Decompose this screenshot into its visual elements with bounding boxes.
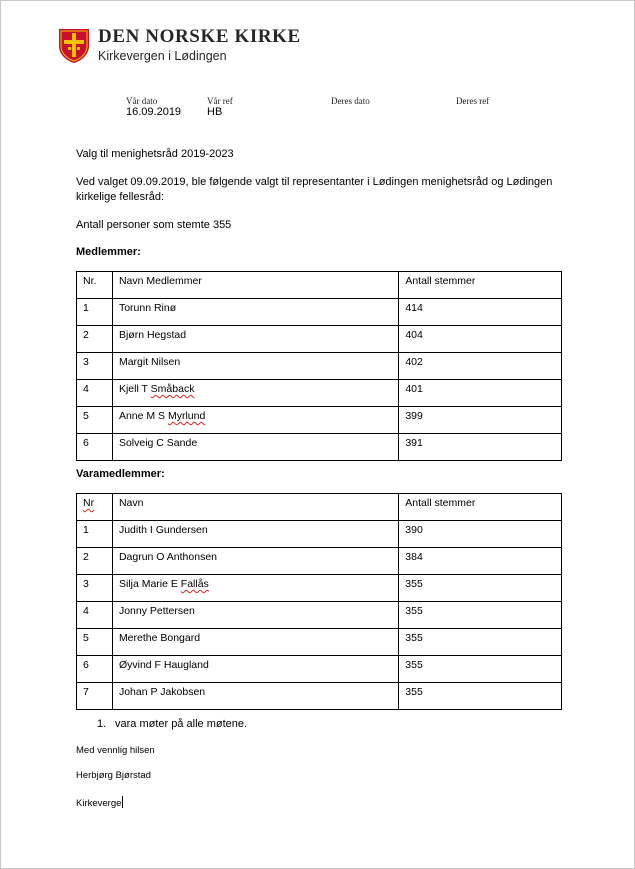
cell-name: Margit Nilsen (112, 353, 398, 380)
signer-title-line[interactable] (76, 796, 123, 809)
cell-nr: 6 (77, 656, 113, 683)
cell-votes: 355 (399, 683, 562, 710)
signer-name: Herbjørg Bjørstad (76, 770, 151, 781)
cell-votes: 355 (399, 575, 562, 602)
closing-text: Med vennlig hilsen (76, 745, 155, 756)
cell-name: Merethe Bongard (112, 629, 398, 656)
table-row (77, 683, 562, 710)
name-part: Silja Marie E (118, 578, 181, 590)
table-row (77, 326, 562, 353)
table-row (77, 434, 562, 461)
cell-votes: 404 (399, 326, 562, 353)
header-votes: Antall stemmer (399, 272, 562, 299)
cell-nr: 4 (77, 380, 113, 407)
org-name: DEN NORSKE KIRKE (98, 26, 301, 47)
header-name: Navn (112, 494, 398, 521)
header-nr: Nr (77, 494, 113, 521)
text-cursor (122, 796, 123, 808)
intro-line-1: Ved valget 09.09.2019, ble følgende valgt til representanter i Lødingen menighetsråd og Lødingen (76, 176, 553, 188)
cell-votes: 414 (399, 299, 562, 326)
misspelled-name-part: Småback (150, 383, 195, 395)
cell-votes: 384 (399, 548, 562, 575)
name-part: Kjell T (118, 383, 151, 395)
var-ref-value: HB (207, 106, 223, 118)
deputies-heading: Varamedlemmer: (76, 468, 165, 480)
cell-name: Solveig C Sande (112, 434, 398, 461)
voters-count: Antall personer som stemte 355 (76, 219, 232, 231)
misspelled-name-part: Fallås (180, 578, 209, 590)
cell-nr: 1 (77, 521, 113, 548)
deres-ref-label: Deres ref (456, 96, 490, 106)
deputies-table (76, 493, 562, 710)
var-dato-label: Vår dato (126, 96, 158, 106)
cell-name (112, 575, 398, 602)
cell-name: Bjørn Hegstad (112, 326, 398, 353)
org-subtitle: Kirkevergen i Lødingen (98, 49, 227, 63)
table-header-row (77, 494, 562, 521)
cell-votes: 355 (399, 602, 562, 629)
church-cross-shield-icon (58, 28, 90, 64)
cell-nr: 3 (77, 575, 113, 602)
document-title: Valg til menighetsråd 2019-2023 (76, 148, 234, 160)
table-row (77, 299, 562, 326)
table-row (77, 407, 562, 434)
members-heading: Medlemmer: (76, 246, 141, 258)
cell-votes: 402 (399, 353, 562, 380)
cell-nr: 5 (77, 629, 113, 656)
intro-line-2: kirkelige fellesråd: (76, 191, 165, 203)
cell-votes: 399 (399, 407, 562, 434)
header-name: Navn Medlemmer (112, 272, 398, 299)
table-header-row (77, 272, 562, 299)
cell-nr: 5 (77, 407, 113, 434)
misspelled-name-part: Myrlund (167, 410, 206, 422)
cell-nr: 6 (77, 434, 113, 461)
cell-nr: 7 (77, 683, 113, 710)
table-row (77, 548, 562, 575)
cell-votes: 355 (399, 656, 562, 683)
table-row (77, 575, 562, 602)
members-table (76, 271, 562, 461)
cell-votes: 401 (399, 380, 562, 407)
cell-name: Jonny Pettersen (112, 602, 398, 629)
signer-title: Kirkeverge (76, 798, 122, 809)
table-row (77, 353, 562, 380)
cell-nr: 1 (77, 299, 113, 326)
cell-name: Johan P Jakobsen (112, 683, 398, 710)
cell-votes: 355 (399, 629, 562, 656)
var-ref-label: Vår ref (207, 96, 233, 106)
cell-votes: 391 (399, 434, 562, 461)
note-text: vara møter på alle møtene. (115, 718, 248, 730)
cell-nr: 2 (77, 326, 113, 353)
cell-votes: 390 (399, 521, 562, 548)
cell-name: Judith I Gundersen (112, 521, 398, 548)
cell-name: Øyvind F Haugland (112, 656, 398, 683)
cell-name (112, 380, 398, 407)
table-row (77, 629, 562, 656)
deres-dato-label: Deres dato (331, 96, 370, 106)
list-number: 1. (97, 718, 107, 730)
table-row (77, 656, 562, 683)
table-row (77, 602, 562, 629)
table-row (77, 380, 562, 407)
header-votes: Antall stemmer (399, 494, 562, 521)
cell-nr: 2 (77, 548, 113, 575)
name-part: Anne M S (118, 410, 168, 422)
var-dato-value: 16.09.2019 (126, 106, 182, 118)
cell-name: Torunn Rinø (112, 299, 398, 326)
cell-nr: 3 (77, 353, 113, 380)
header-nr: Nr. (77, 272, 113, 299)
cell-nr: 4 (77, 602, 113, 629)
cell-name (112, 407, 398, 434)
cell-name: Dagrun O Anthonsen (112, 548, 398, 575)
table-row (77, 521, 562, 548)
